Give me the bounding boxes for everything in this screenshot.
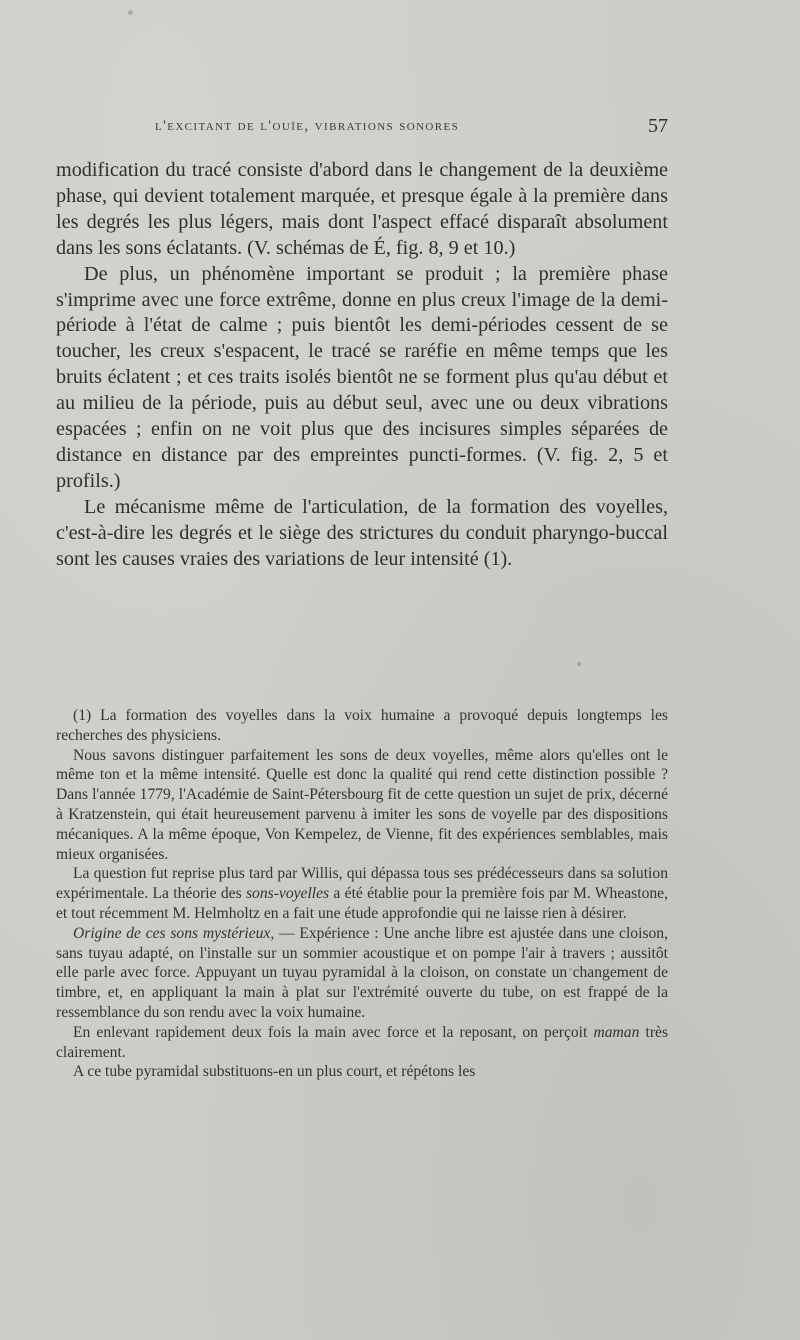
footnote-italic-4: Origine de ces sons mystérieux, [73, 924, 275, 942]
book-page [56, 0, 668, 1340]
page-number: 57 [648, 115, 668, 137]
footnote-text-5a: En enlevant rapidement deux fois la main avec force et la reposant, on perçoit [73, 1023, 588, 1041]
footnote-paragraph-1 [56, 706, 668, 746]
footnote-text-3a: La question fut reprise plus tard par Willis, qui dépassa tous ses prédécesseurs dans sa solution expérimentale. La théorie des [56, 865, 668, 903]
footnote-text-1: La formation des voyelles dans la voix humaine a provoqué depuis longtemps les recherches des physiciens. [56, 707, 668, 744]
footnote-marker: (1) [73, 707, 92, 724]
footnote-text-4: — Expérience : Une anche libre est ajustée dans une cloison, sans tuyau adapté, on l'installe sur un sommier acoustique et on pompe l'air à travers ; aussitôt elle parle avec force. Appuyant un tuyau pyramidal à la cloison, on constate un changement de timbre, et, en appliquant la main à plat sur l'extrémité ouverte du tube, on est frappé de la ressemblance du son rendu avec la voix humaine. [56, 924, 668, 1021]
paper-speck [569, 968, 572, 971]
body-paragraph-1: modification du tracé consiste d'abord dans le changement de la deuxième phase, qui devient totalement marquée, et presque égale à la première dans les degrés les plus légers, mais dont l'aspect effacé disparaît absolument dans les sons éclatants. (V. schémas de É, fig. 8, 9 et 10.) [56, 159, 668, 259]
footnote-paragraph-5 [56, 1023, 668, 1063]
running-title: l'excitant de l'ouïe, vibrations sonores [155, 118, 460, 134]
footnote-text-3b: a été établie pour la première fois par M. Wheastone, et tout récemment M. Helmholtz en a fait une étude approfondie qui ne laisse rien à désirer. [56, 885, 668, 922]
body-paragraph-2: De plus, un phénomène important se produit ; la première phase s'imprime avec une force extrême, donne en plus creux l'image de la demi-période à l'état de calme ; puis bientôt les demi-périodes cessent de se toucher, les creux s'espacent, le tracé se raréfie en même temps que les bruits éclatent ; et ces traits isolés bientôt ne se forment plus qu'au début et au milieu de la période, puis au début seul, avec une ou deux vibrations espacées ; enfin on ne voit plus que des incisures simples séparées de distance en distance par des empreintes puncti-formes. (V. fig. 2, 5 et profils.) [56, 262, 668, 492]
footnote-paragraph-3 [56, 864, 668, 923]
running-head [56, 115, 668, 140]
footnote-text-5b: très clairement. [56, 1023, 669, 1061]
paper-speck [128, 10, 133, 15]
footnote-paragraph-6: A ce tube pyramidal substituons-en un plus court, et répétons les [73, 1063, 476, 1081]
footnote [56, 706, 668, 1082]
body-text [56, 158, 668, 573]
footnote-paragraph-2: Nous savons distinguer parfaitement les sons de deux voyelles, même alors qu'elles ont le même ton et la même intensité. Quelle est donc la qualité qui rend cette distinction possible ? Dans l'année 1779, l'Académie de Saint-Pétersbourg fit de cette question un sujet de prix, décerné à Kratzenstein, qui était heureusement parvenu à imiter les sons de voyelle par des dispositions mécaniques. A la même époque, Von Kempelez, de Vienne, fit des expériences semblables, mais mieux organisées. [56, 746, 668, 863]
footnote-italic-3: sons-voyelles [245, 885, 330, 903]
footnote-paragraph-4 [56, 924, 668, 1023]
body-paragraph-3: Le mécanisme même de l'articulation, de la formation des voyelles, c'est-à-dire les degrés et le siège des strictures du conduit pharyngo-buccal sont les causes vraies des variations de leur intensité (1). [56, 495, 668, 570]
footnote-italic-5: maman [593, 1023, 640, 1041]
paper-speck [577, 662, 581, 666]
